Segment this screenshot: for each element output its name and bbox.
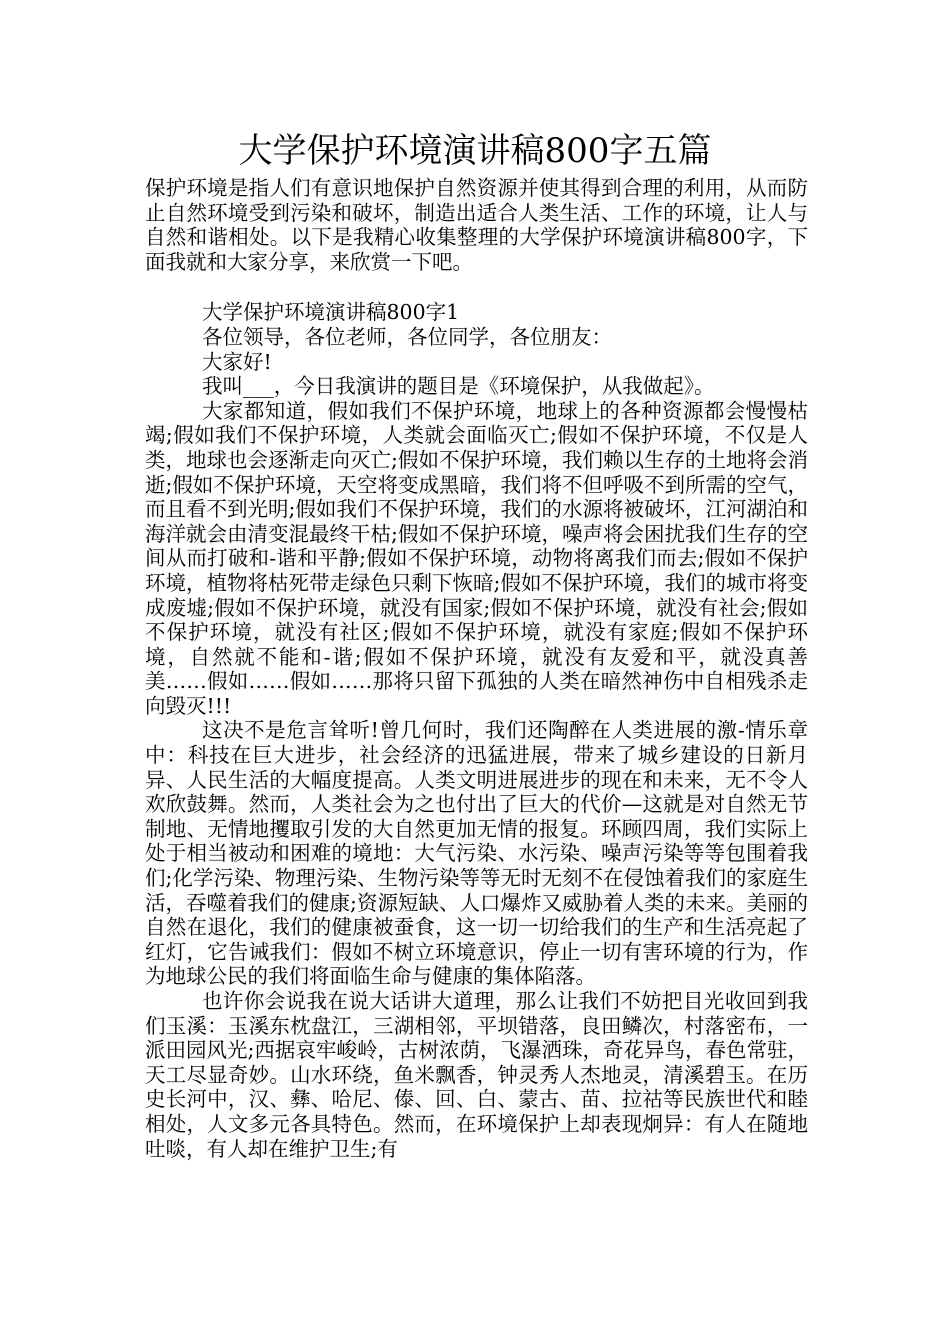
body-paragraph-1: 大家都知道，假如我们不保护环境，地球上的各种资源都会慢慢枯竭;假如我们不保护环境，人类就会面临灭亡;假如不保护环境，不仅是人类，地球也会逐渐走向灭亡;假如不保护环境，我们赖以生存的土地将会消逝;假如不保护环境，天空将变成黑暗，我们将不但呼吸不到所需的空气，而且看不到光明;假如我们不保护环境，我们的水源将被破坏，江河湖泊和海洋就会由清变混最终干枯;假如不保护环境，噪声将会困扰我们生存的空间从而打破和-谐和平静;假如不保护环境，动物将离我们而去;假如不保护环境，植物将枯死带走绿色只剩下恢暗;假如不保护环境，我们的城市将变成废墟;假如不保护环境，就没有国家;假如不保护环境，就没有社会;假如不保护环境，就没有社区;假如不保护环境，就没有家庭;假如不保护环境，自然就不能和-谐;假如不保护环境，就没有友爱和平，就没真善美……假如……假如……那将只留下孤独的人类在暗然神伤中自相残杀走向毁灭!!! <box>145 398 808 718</box>
intro-paragraph: 保护环境是指人们有意识地保护自然资源并使其得到合理的利用，从而防止自然环境受到污染和破坏，制造出适合人类生活、工作的环境，让人与自然和谐相处。以下是我精心收集整理的大学保护环境演讲稿800字，下面我就和大家分享，来欣赏一下吧。 <box>145 176 808 274</box>
paragraph-gap <box>145 274 808 300</box>
document-title: 大学保护环境演讲稿800字五篇 <box>238 131 712 171</box>
body-paragraph-2: 这决不是危言耸听!曾几何时，我们还陶醉在人类进展的激-情乐章中：科技在巨大进步，社会经济的迅猛进展，带来了城乡建设的日新月异、人民生活的大幅度提高。人类文明进展进步的现在和未来，无不令人欢欣鼓舞。然而，人类社会为之也付出了巨大的代价—这就是对自然无节制地、无情地攫取引发的大自然更加无情的报复。环顾四周，我们实际上处于相当被动和困难的境地：大气污染、水污染、噪声污染等等包围着我们;化学污染、物理污染、生物污染等等无时无刻不在侵蚀着我们的家庭生活，吞噬着我们的健康;资源短缺、人口爆炸又威胁着人类的未来。美丽的自然在退化，我们的健康被蚕食，这一切一切给我们的生产和生活亮起了红灯，它告诫我们：假如不树立环境意识，停止一切有害环境的行为，作为地球公民的我们将面临生命与健康的集体陷落。 <box>145 718 808 989</box>
self-intro-line: 我叫___，今日我演讲的题目是《环境保护，从我做起》。 <box>202 374 715 399</box>
greeting-line: 各位领导，各位老师，各位同学，各位朋友： <box>202 324 612 349</box>
body-paragraph-3: 也许你会说我在说大话讲大道理，那么让我们不妨把目光收回到我们玉溪：玉溪东枕盘江，三湖相邻，平坝错落，良田鳞次，村落密布，一派田园风光;西据哀牢峻岭，古树浓荫，飞瀑洒珠，奇花异鸟，春色常驻，天工尽显奇妙。山水环绕，鱼米飘香，钟灵秀人杰地灵，清溪碧玉。在历史长河中，汉、彝、哈尼、傣、回、白、蒙古、苗、拉祜等民族世代和睦相处，人文多元各具特色。然而，在环境保护上却表现炯异：有人在随地吐啖，有人却在维护卫生;有 <box>145 989 808 1161</box>
hello-line: 大家好! <box>202 349 272 374</box>
document-body <box>145 176 808 1161</box>
section-heading: 大学保护环境演讲稿800字1 <box>202 300 460 325</box>
